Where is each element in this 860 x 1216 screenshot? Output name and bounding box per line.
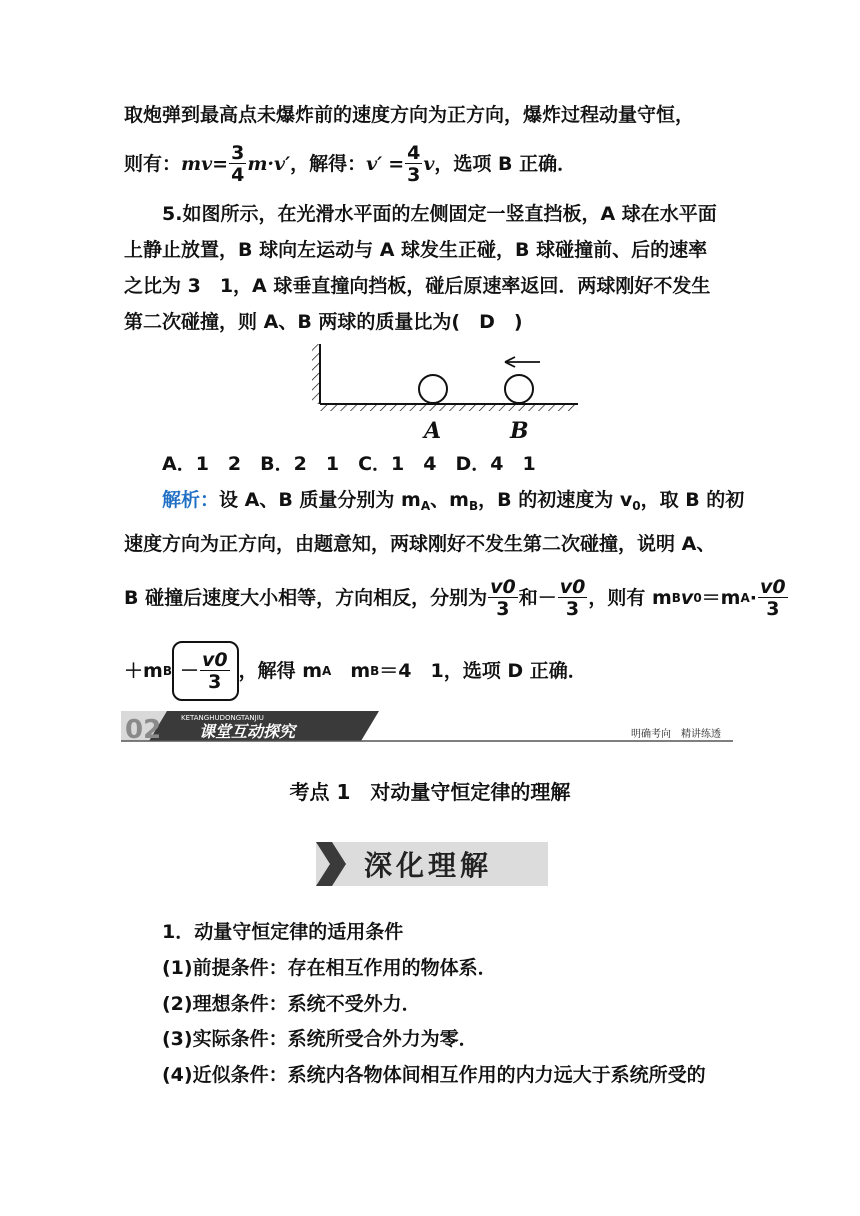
math-operator: － [179, 660, 199, 682]
text-fragment: ，B 的初速度为 v [478, 489, 633, 511]
solution-line: 速度方向为正方向，由题意知，两球刚好不发生第二次碰撞，说明 A、 [124, 533, 716, 555]
section-title: 考点 1 对动量守恒定律的理解 [289, 780, 571, 804]
text-fragment: ，取 B 的初 [640, 489, 745, 511]
banner-number: 02 [125, 715, 162, 743]
fraction [405, 143, 422, 186]
subscript: B [671, 591, 681, 605]
text-fragment: 则有： [124, 153, 182, 175]
text-fragment: 和－ [518, 587, 557, 609]
text-fragment: ＝4 1，选项 D 正确． [379, 660, 587, 682]
math-term: m·v′ [247, 153, 291, 175]
floor-hatch [320, 404, 578, 411]
fraction-numerator: 3 [231, 141, 245, 164]
fraction [558, 577, 588, 620]
ball-a [419, 375, 447, 403]
solution-line [162, 486, 744, 520]
collision-figure [312, 340, 592, 444]
list-item: (1)前提条件：存在相互作用的物体系． [162, 957, 497, 979]
problem-line: 上静止放置，B 球向左运动与 A 球发生正碰，B 球碰撞前、后的速率 [124, 239, 708, 261]
solution-label: 解析： [162, 489, 220, 511]
text-fragment: ，则有 m [588, 587, 672, 609]
fraction-denominator: 3 [208, 670, 222, 693]
text-fragment: m [331, 660, 371, 682]
math-term: v [680, 587, 694, 609]
fraction-denominator: 4 [231, 163, 245, 186]
math-term: v [423, 153, 435, 175]
list-item: (2)理想条件：系统不受外力． [162, 993, 421, 1015]
parenthesis-group [172, 641, 239, 701]
subscript: A [322, 664, 332, 678]
label-b: B [510, 418, 529, 444]
subscript: 0 [693, 591, 702, 605]
fraction-denominator: 3 [407, 163, 421, 186]
banner-title: 课堂互动探究 [199, 722, 296, 741]
subscript: A [740, 591, 750, 605]
list-item: (4)近似条件：系统内各物体间相互作用的内力远大于系统所受的 [162, 1064, 706, 1086]
math-term: mv [181, 153, 213, 175]
wall-hatch [312, 344, 320, 404]
math-operator: = [388, 153, 405, 175]
text-line: 取炮弹到最高点未爆炸前的速度方向为正方向，爆炸过程动量守恒， [124, 104, 695, 126]
problem-line: 第二次碰撞，则 A、B 两球的质量比为( D ) [124, 311, 523, 333]
fraction [758, 577, 788, 620]
text-fragment: B 碰撞后速度大小相等，方向相反，分别为 [124, 587, 488, 609]
deep-title: 深化理解 [364, 849, 493, 882]
subscript: B [370, 664, 380, 678]
text-fragment: ，解得： [290, 153, 367, 175]
label-a: A [424, 418, 442, 444]
fraction-denominator: 3 [565, 597, 580, 620]
text-fragment: ，解得 m [238, 660, 323, 682]
subscript: B [468, 499, 479, 513]
subscript: 0 [632, 499, 641, 513]
fraction-denominator: 3 [496, 597, 510, 620]
subscript: B [162, 664, 172, 678]
problem-line: 5.如图所示，在光滑水平面的左侧固定一竖直挡板，A 球在水平面 [162, 203, 717, 225]
fraction-numerator: v0 [201, 648, 228, 671]
section-banner [121, 707, 733, 743]
equation-line [124, 138, 576, 190]
math-term: v′ [366, 153, 383, 175]
problem-line: 之比为 3 1，A 球垂直撞向挡板，碰后原速率返回．两球刚好不发生 [124, 275, 711, 297]
fraction-numerator: v0 [559, 575, 586, 598]
text-fragment: ＝m [701, 587, 741, 609]
fraction [229, 143, 246, 186]
text-fragment: 、m [430, 489, 469, 511]
text-fragment: ，选项 B 正确． [434, 153, 577, 175]
subscript: A [420, 499, 431, 513]
answer-options: A．1 2 B．2 1 C．1 4 D．4 1 [162, 453, 536, 475]
fraction-denominator: 3 [766, 597, 780, 620]
fraction [200, 650, 230, 693]
solution-equation-line [124, 570, 789, 626]
text-fragment: ＋m [124, 660, 163, 682]
text-fragment: 设 A、B 质量分别为 m [219, 489, 421, 511]
list-heading: 1．动量守恒定律的适用条件 [162, 921, 404, 943]
list-item: (3)实际条件：系统所受合外力为零． [162, 1028, 478, 1050]
fraction-numerator: v0 [760, 575, 786, 598]
fraction [488, 577, 518, 620]
banner-right-text: 明确考向 精讲练透 [631, 729, 721, 740]
math-operator: = [212, 153, 229, 175]
math-operator: · [749, 587, 757, 609]
fraction-numerator: v0 [490, 575, 516, 598]
ball-b [505, 375, 533, 403]
fraction-numerator: 4 [407, 141, 421, 164]
solution-equation-line [124, 640, 587, 702]
deep-understanding-label [316, 842, 548, 886]
banner-pinyin: KETANGHUDONGTANJIU [181, 714, 264, 722]
